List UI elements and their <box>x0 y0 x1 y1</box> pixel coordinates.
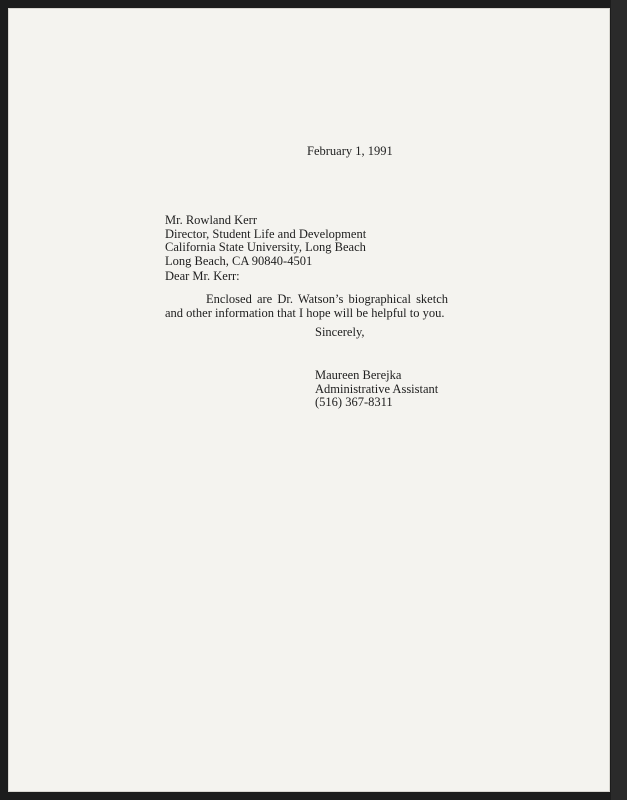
signer-phone: (516) 367-8311 <box>315 395 393 410</box>
scan-background-strip <box>611 0 627 800</box>
recipient-address-block <box>165 214 366 268</box>
letter-date: February 1, 1991 <box>307 144 393 158</box>
body-line-1: Enclosed are Dr. Watson’s biographical sketch <box>206 292 448 306</box>
letter-body <box>165 293 448 320</box>
recipient-name: Mr. Rowland Kerr <box>165 213 257 227</box>
recipient-title: Director, Student Life and Development <box>165 226 367 241</box>
letter-page <box>8 8 610 792</box>
body-line-2: and other information that I hope will be helpful to you. <box>165 305 445 320</box>
recipient-city-line: Long Beach, CA 90840-4501 <box>165 253 313 268</box>
signer-name: Maureen Berejka <box>315 368 402 382</box>
closing: Sincerely, <box>315 325 365 339</box>
recipient-institution: California State University, Long Beach <box>165 240 366 255</box>
salutation: Dear Mr. Kerr: <box>165 269 240 283</box>
signer-title: Administrative Assistant <box>315 381 439 396</box>
signature-block <box>315 369 438 410</box>
